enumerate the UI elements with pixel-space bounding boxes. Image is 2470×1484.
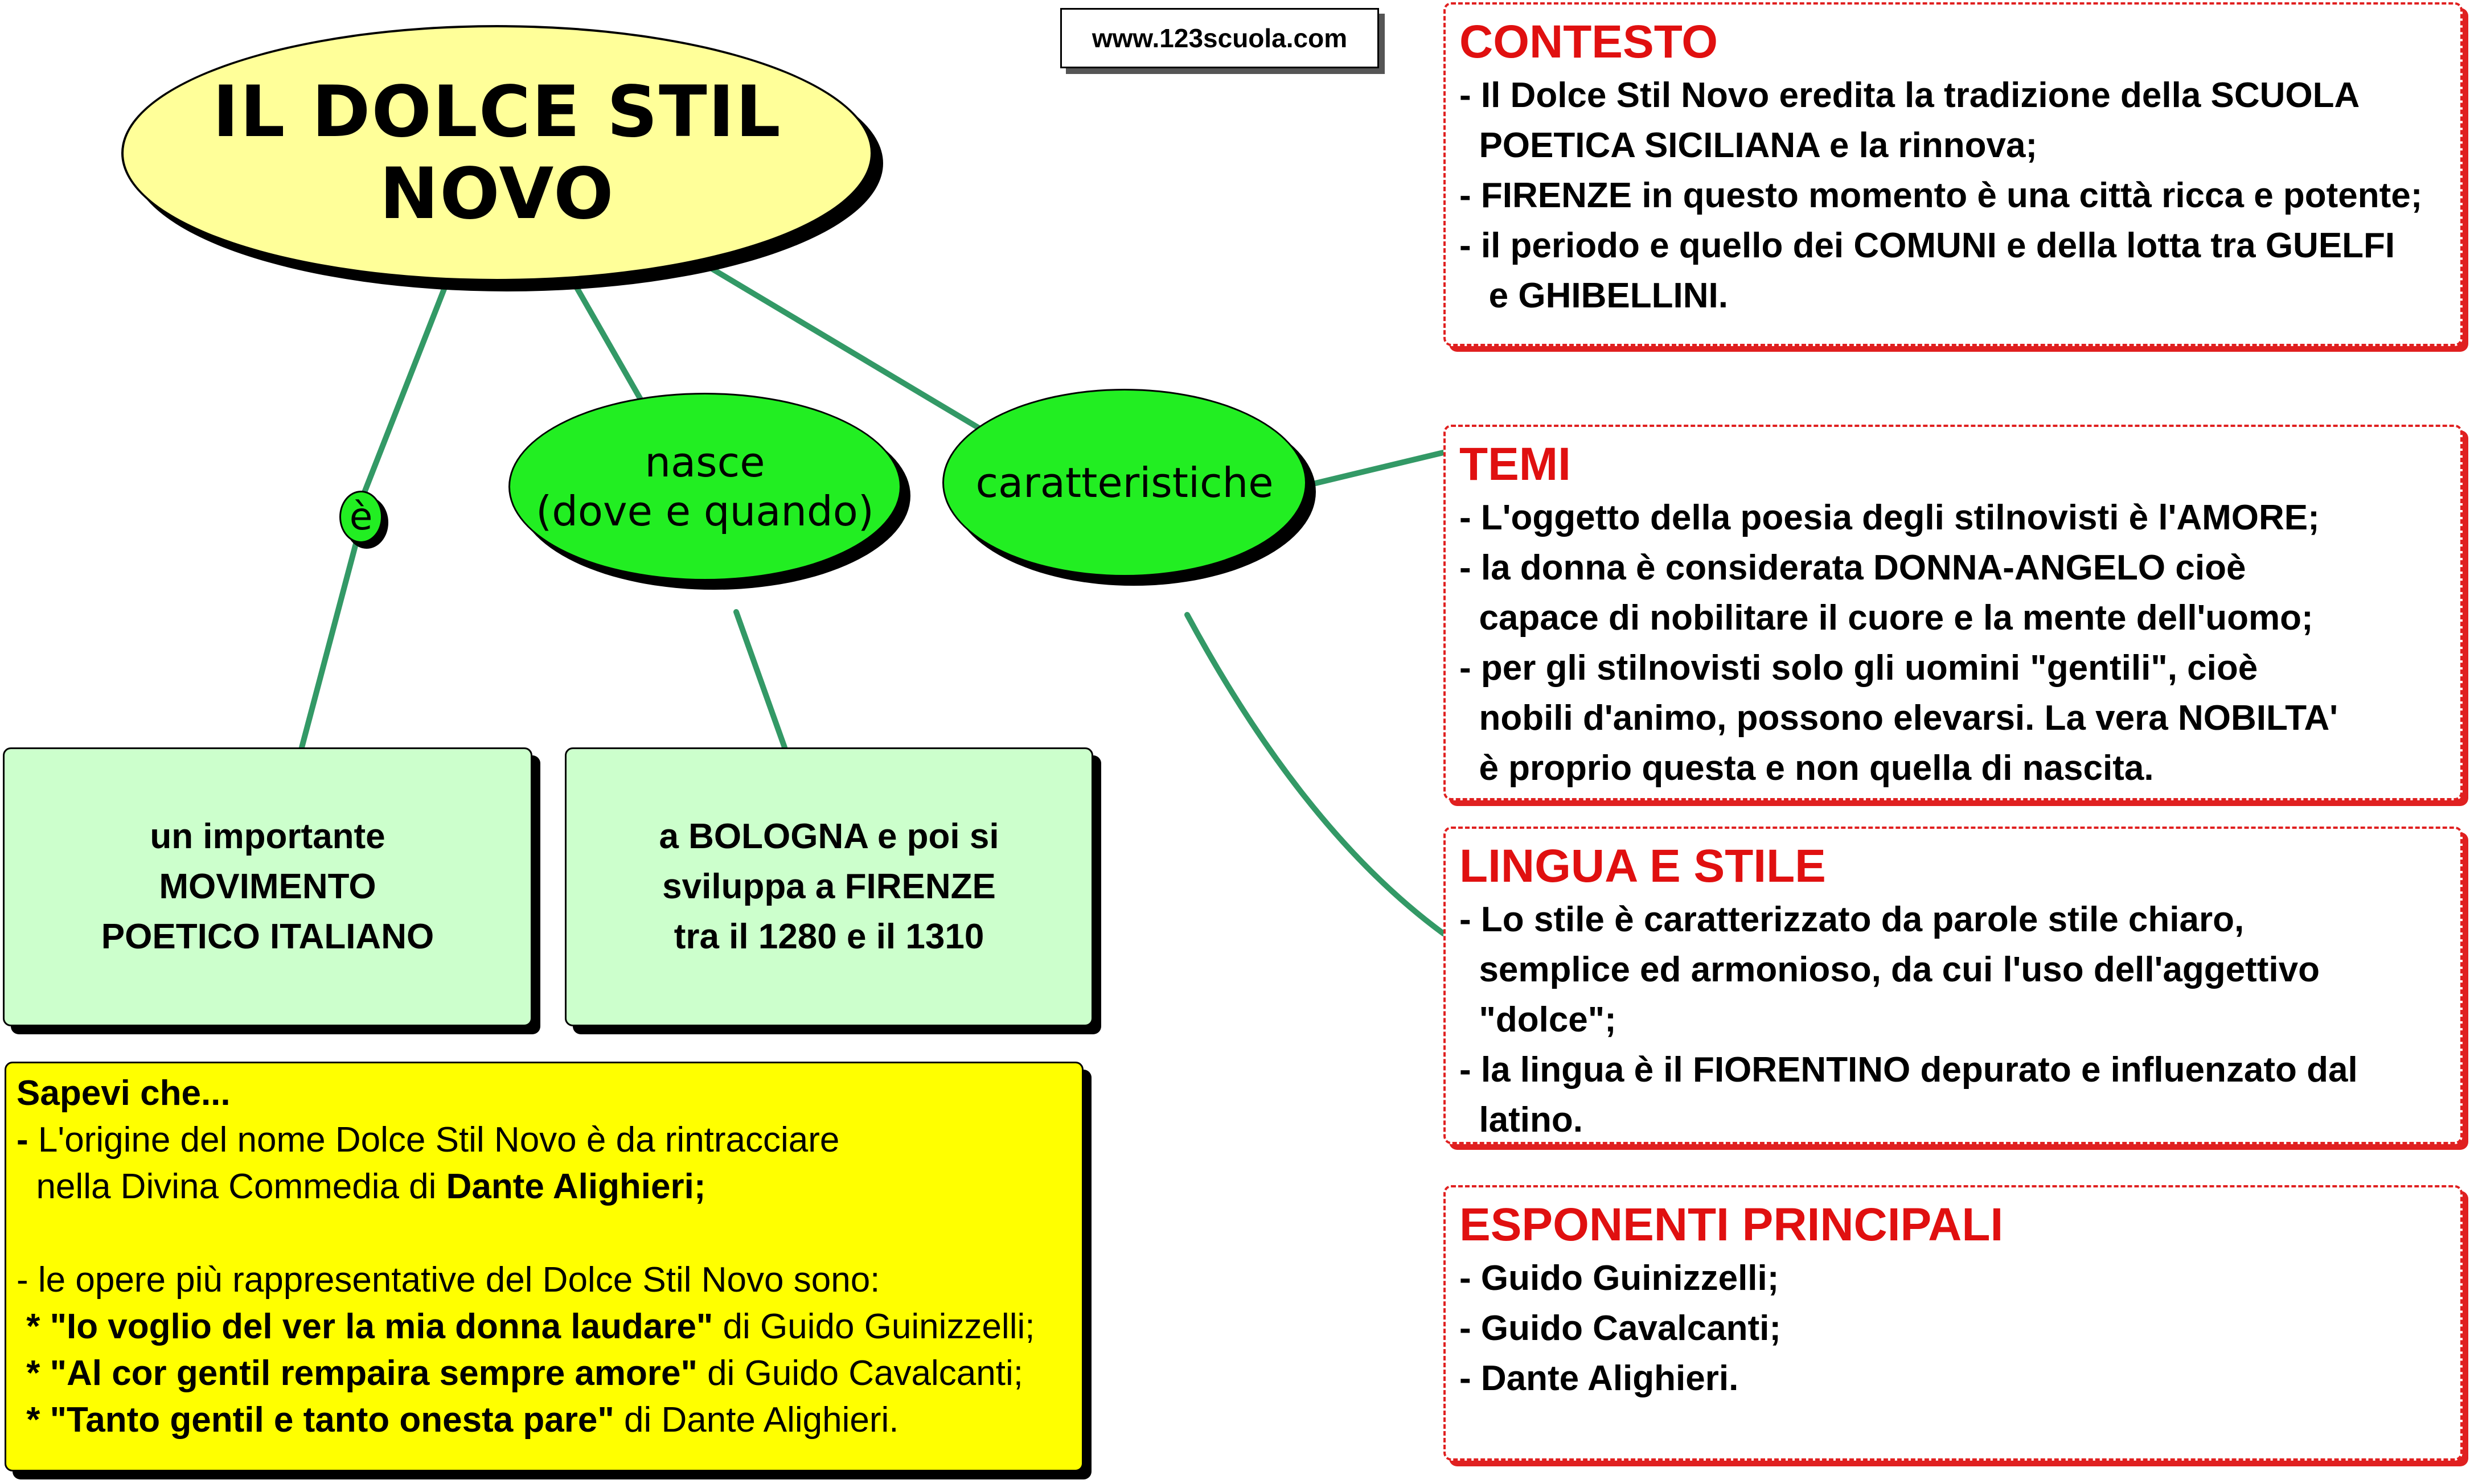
temi-heading: TEMI (1459, 438, 1571, 490)
lingua-line: - la lingua è il FIORENTINO depurato e influenzato dal (1459, 1050, 2358, 1090)
site-watermark: www.123scuola.com (1060, 8, 1379, 68)
esponenti-line: - Guido Guinizzelli; (1459, 1259, 1779, 1298)
temi-line: è proprio questa e non quella di nascita. (1459, 749, 2154, 788)
link-node-nasce (508, 393, 901, 581)
page-title: IL DOLCE STIL NOVO (212, 71, 782, 235)
sapevi-heading: Sapevi che... (17, 1074, 231, 1113)
contesto-line: - FIRENZE in questo momento è una città ricca e potente; (1459, 176, 2423, 215)
esponenti-line: - Guido Cavalcanti; (1459, 1309, 1781, 1348)
contesto-heading: CONTESTO (1459, 16, 1718, 68)
box-movimento-text: un importante MOVIMENTO POETICO ITALIANO (101, 817, 434, 956)
lingua-line: - Lo stile è caratterizzato da parole stile chiaro, (1459, 900, 2245, 939)
connector-title-to-e (364, 282, 447, 492)
contesto-line: e GHIBELLINI. (1459, 276, 1728, 315)
connector-caratteristiche-to-lingua (1187, 615, 1443, 934)
link-node-e (339, 491, 383, 543)
lingua-heading: LINGUA E STILE (1459, 840, 1826, 892)
link-label-nasce: nasce (dove e quando) (536, 438, 874, 535)
contesto-box (1443, 2, 2463, 346)
temi-line: capace di nobilitare il cuore e la mente dell'uomo; (1459, 598, 2313, 638)
sapevi-item-2: - le opere più rappresentative del Dolce Stil Novo sono: (17, 1260, 880, 1300)
lingua-line: "dolce"; (1459, 1000, 1616, 1039)
esponenti-line: - Dante Alighieri. (1459, 1359, 1739, 1398)
esponenti-heading: ESPONENTI PRINCIPALI (1459, 1199, 2004, 1251)
esponenti-box (1443, 1185, 2463, 1461)
connector-nasce-to-bologna (736, 612, 785, 747)
lingua-stile-box (1443, 827, 2463, 1144)
contesto-line: - il periodo e quello dei COMUNI e della lotta tra GUELFI (1459, 226, 2395, 265)
sapevi-work: * "Al cor gentil rempaira sempre amore" di Guido Cavalcanti; (17, 1354, 1023, 1393)
box-movimento (3, 747, 532, 1026)
contesto-line: - Il Dolce Stil Novo eredita la tradizione della SCUOLA (1459, 76, 2360, 115)
lingua-line: latino. (1459, 1100, 1583, 1140)
sapevi-work: * "Tanto gentil e tanto onesta pare" di Dante Alighieri. (17, 1400, 899, 1440)
temi-line: - per gli stilnovisti solo gli uomini "gentili", cioè (1459, 648, 2258, 688)
connector-e-to-movimento (302, 544, 356, 747)
sapevi-item-1-line-1: - L'origine del nome Dolce Stil Novo è da rintracciare (17, 1120, 840, 1160)
sapevi-che-box (5, 1062, 1084, 1471)
link-label-caratteristiche: caratteristiche (975, 458, 1274, 507)
temi-box (1443, 425, 2463, 800)
connector-caratteristiche-to-temi (1301, 453, 1443, 487)
title-ellipse (121, 25, 873, 281)
sapevi-work: * "Io voglio del ver la mia donna laudare" di Guido Guinizzelli; (17, 1307, 1035, 1346)
temi-line: nobili d'animo, possono elevarsi. La vera NOBILTA' (1459, 698, 2338, 738)
link-node-caratteristiche (942, 389, 1307, 577)
link-label-e: è (349, 495, 373, 539)
sapevi-item-1-line-2: nella Divina Commedia di Dante Alighieri; (17, 1167, 706, 1206)
sapevi-spacer (17, 1210, 1082, 1257)
temi-line: - L'oggetto della poesia degli stilnovisti è l'AMORE; (1459, 498, 2320, 537)
temi-line: - la donna è considerata DONNA-ANGELO cioè (1459, 548, 2246, 587)
contesto-line: POETICA SICILIANA e la rinnova; (1459, 126, 2038, 165)
box-bologna (565, 747, 1093, 1026)
lingua-line: semplice ed armonioso, da cui l'uso dell'aggettivo (1459, 950, 2320, 989)
box-bologna-text: a BOLOGNA e poi si sviluppa a FIRENZE tra il 1280 e il 1310 (659, 817, 999, 956)
